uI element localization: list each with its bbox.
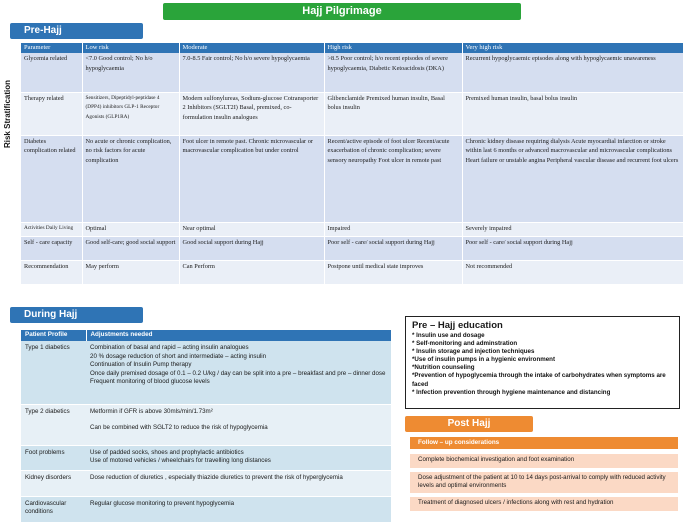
cell-very-high: Chronic kidney disease requiring dialysis Acute myocardial infarction or stroke within last 6 months or advanced macrovascular and microvascular complications Heart failure or unstable angina Peripheral vascular disease and recurrent foot ulcers	[462, 135, 683, 222]
cell-very-high: Severely impaired	[462, 222, 683, 236]
follow-up-header: Follow – up considerations	[410, 437, 678, 449]
cell-moderate: 7.0-8.5 Fair control; No h/o severe hypoglycaemia	[179, 53, 324, 92]
list-item: *Prevention of hypoglycemia through the intake of carbohydrates when symptoms are faced	[412, 372, 666, 388]
during-table-header	[21, 330, 391, 341]
cell-adjustments	[86, 445, 391, 470]
table-row	[21, 222, 683, 236]
col-very-high-risk: Very high risk	[462, 43, 683, 53]
adjustment-line: Regular glucose monitoring to prevent hypoglycemia	[90, 499, 235, 507]
table-row	[21, 53, 683, 92]
cell-low: Optimal	[82, 222, 179, 236]
cell-moderate: Foot ulcer in remote past. Chronic microvascular or macrovascular complication but under control	[179, 135, 324, 222]
cell-adjustments	[86, 496, 391, 522]
cell-parameter: Diabetes complication related	[21, 135, 82, 222]
table-row	[21, 445, 391, 470]
list-item: * Insulin use and dosage	[412, 332, 485, 339]
cell-adjustments	[86, 404, 391, 445]
page-title: Hajj Pilgrimage	[163, 3, 521, 20]
adjustment-line: Metformin if GFR is above 30mls/min/1.73m²	[90, 407, 213, 415]
cell-parameter: Recommendation	[21, 260, 82, 284]
cell-moderate: Can Perform	[179, 260, 324, 284]
table-row	[21, 236, 683, 260]
cell-high: Poor self - care/ social support during Hajj	[324, 236, 462, 260]
cell-moderate: Modern sulfonylureas, Sodium-glucose Cotransporter 2 Inhibitors (SGLT2I) Basal, premixed, co-formulation insulin analogues	[179, 92, 324, 135]
col-moderate: Moderate	[179, 43, 324, 53]
table-row	[21, 135, 683, 222]
cell-moderate: Near optimal	[179, 222, 324, 236]
cell-high: Recent/active episode of foot ulcer Recent/acute exacerbation of chronic complication; severe sensory neuropathy Foot ulcer in remote past	[324, 135, 462, 222]
table-row	[21, 470, 391, 496]
cell-profile: Type 2 diabetics	[21, 404, 86, 445]
col-parameter: Parameter	[21, 43, 82, 53]
during-hajj-table	[21, 330, 392, 523]
table-row	[21, 404, 391, 445]
cell-low: Good self-care; good social support	[82, 236, 179, 260]
cell-high: Postpone until medical state improves	[324, 260, 462, 284]
col-high-risk: High risk	[324, 43, 462, 53]
cell-high: >8.5 Poor control; h/o recent episodes of severe hypoglycaemia, Diabetic Ketoacidosis (DKA)	[324, 53, 462, 92]
cell-high: Glibenclamide Premixed human insulin, Basal bolus insulin	[324, 92, 462, 135]
col-adjustments-needed: Adjustments needed	[86, 330, 391, 341]
table-row	[21, 260, 683, 284]
cell-high: Impaired	[324, 222, 462, 236]
cell-low: No acute or chronic complication, no risk factors for acute complication	[82, 135, 179, 222]
list-item: * Insulin storage and injection techniques	[412, 348, 535, 356]
adjustment-line: 20 % dosage reduction of short and intermediate – acting insulin	[90, 352, 267, 360]
cell-parameter: Self - care capacity	[21, 236, 82, 260]
risk-stratification-label: Risk Stratification	[3, 80, 12, 149]
adjustment-line: Can be combined with SGLT2 to reduce the risk of hypoglycemia	[90, 424, 268, 432]
education-title: Pre – Hajj education	[412, 320, 503, 331]
adjustment-line: Combination of basal and rapid – acting insulin analogues	[90, 344, 249, 351]
col-low-risk: Low risk	[82, 43, 179, 53]
list-item: * Infection prevention through hygiene maintenance and distancing	[412, 388, 611, 396]
table-row	[21, 496, 391, 522]
cell-parameter: Glycemia related	[21, 53, 82, 92]
cell-very-high: Premixed human insulin, basal bolus insulin	[462, 92, 683, 135]
col-patient-profile: Patient Profile	[21, 330, 86, 341]
cell-very-high: Not recommended	[462, 260, 683, 284]
cell-parameter: Activities Daily Living	[21, 222, 82, 236]
cell-profile: Cardiovascular conditions	[21, 496, 86, 522]
cell-low: <7.0 Good control; No h/o hypoglycaemia	[82, 53, 179, 92]
follow-up-item: Dose adjustment of the patient at 10 to 14 days post-arrival to comply with reduced activity levels and optimal environments	[410, 472, 678, 493]
adjustment-line: Dose reduction of diuretics , especially thiazide diuretics to prevent the risk of hyperglycemia	[90, 473, 343, 481]
cell-adjustments	[86, 470, 391, 496]
list-item: *Nutrition counseling	[412, 364, 475, 372]
cell-very-high: Poor self - care/ social support during Hajj	[462, 236, 683, 260]
cell-low: May perform	[82, 260, 179, 284]
cell-profile: Foot problems	[21, 445, 86, 470]
pre-hajj-tab: Pre-Hajj	[10, 23, 143, 39]
list-item: * Self-monitoring and adminstration	[412, 340, 518, 348]
cell-parameter: Therapy related	[21, 92, 82, 135]
cell-profile: Kidney disorders	[21, 470, 86, 496]
pre-hajj-education-box	[405, 316, 680, 409]
risk-stratification-table	[21, 43, 684, 285]
adjustment-line: Once daily premixed dosage of 0.1 – 0.2 U/kg / day can be split into a pre – breakfast and pre – dinner dose	[90, 369, 386, 377]
cell-moderate: Good social support during Hajj	[179, 236, 324, 260]
cell-low: Sensitizers, Dipeptidyl-peptidase 4 (DPP4) inhibitors GLP-1 Receptor Agonists (GLP1RA)	[82, 92, 179, 135]
education-list	[412, 332, 673, 397]
cell-profile: Type 1 diabetics	[21, 341, 86, 404]
table-row	[21, 92, 683, 135]
adjustment-line: Use of motored vehicles / wheelchairs for travelling long distances	[90, 457, 271, 465]
list-item: *Use of insulin pumps in a hygienic environment	[412, 356, 556, 364]
table-row	[21, 341, 391, 404]
follow-up-item: Complete biochemical investigation and foot examination	[410, 454, 678, 468]
cell-adjustments	[86, 341, 391, 404]
during-hajj-tab: During Hajj	[10, 307, 143, 323]
post-hajj-tab: Post Hajj	[405, 416, 533, 432]
cell-very-high: Recurrent hypoglycaemic episodes along with hypoglycaemic unawareness	[462, 53, 683, 92]
adjustment-line: Use of padded socks, shoes and prophylactic antibiotics	[90, 448, 244, 456]
adjustment-line: Frequent monitoring of blood glucose levels	[90, 378, 210, 386]
risk-table-header	[21, 43, 683, 53]
adjustment-line: Continuation of Insulin Pump therapy	[90, 361, 192, 369]
follow-up-item: Treatment of diagnosed ulcers / infections along with rest and hydration	[410, 497, 678, 511]
